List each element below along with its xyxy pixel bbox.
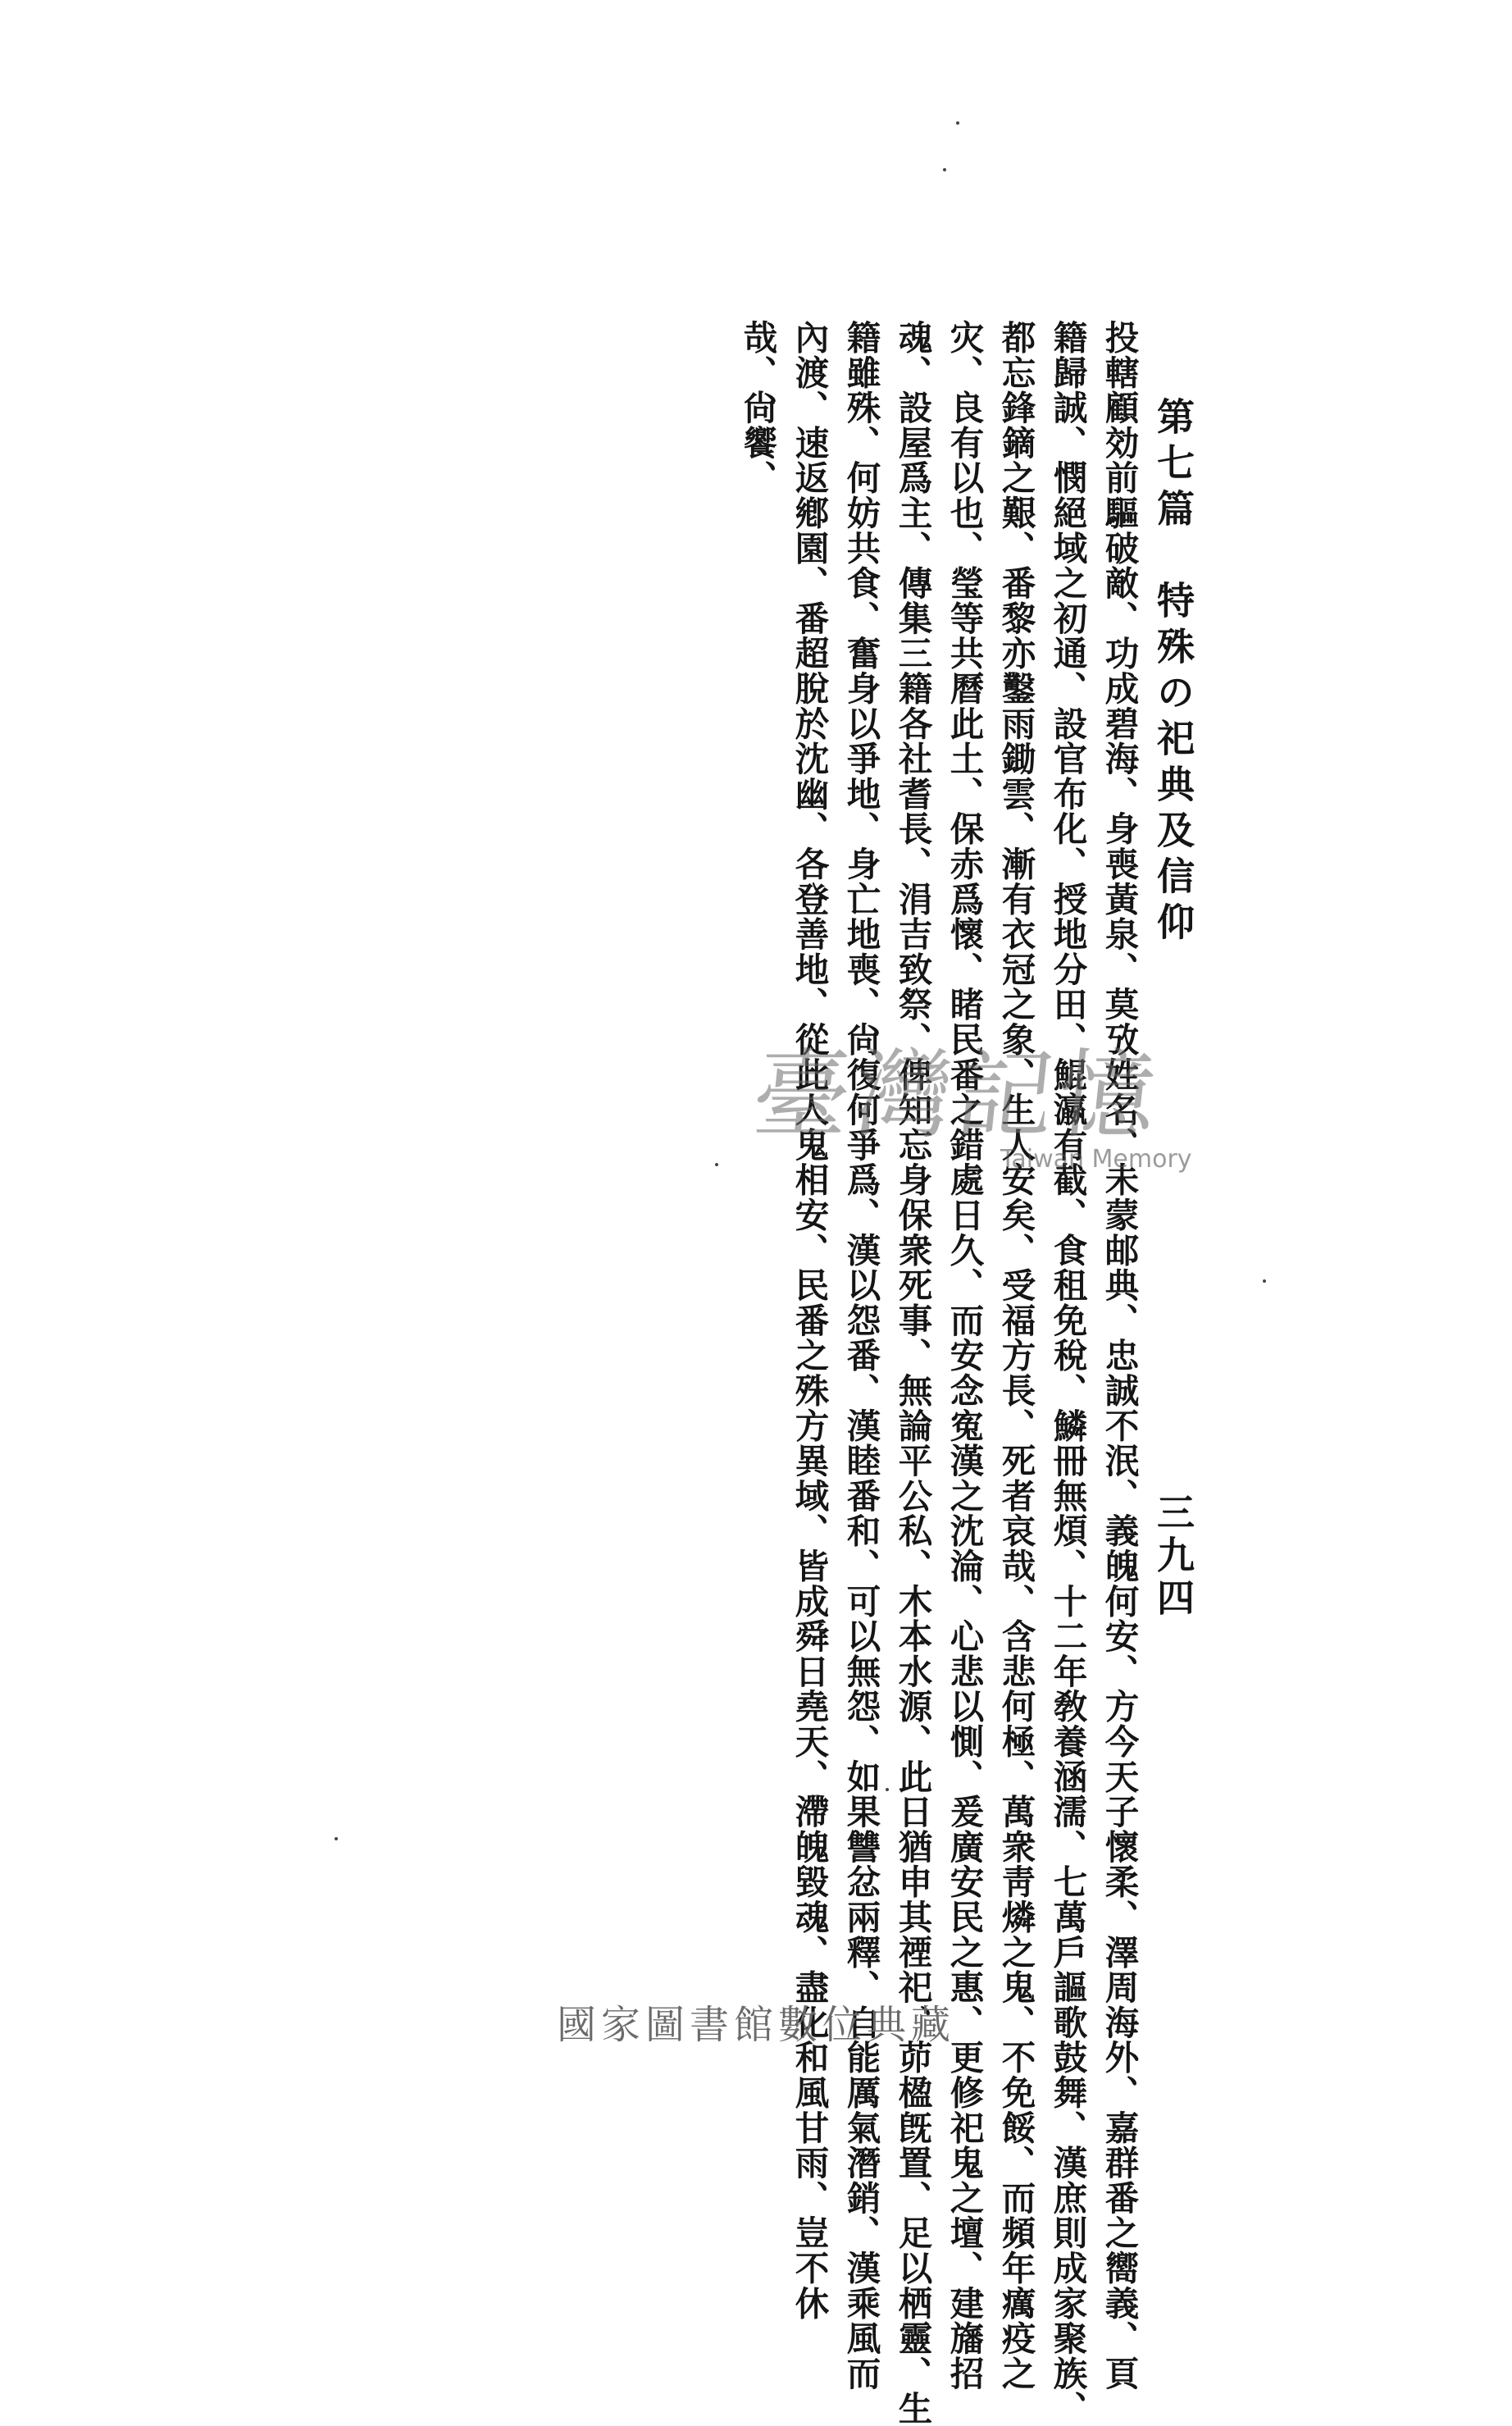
text-column-7: 內渡、速返鄕園、番超脫於沈幽、各登善地、從此人鬼相安、民番之殊方異域、皆成舜日堯天、滯魄毀魂、盡化和風甘雨、豈不休 [789,320,830,2321]
scan-speck [1263,1279,1266,1283]
page-number: 三九四 [1151,1493,1195,1621]
text-column-8: 哉、尙饗、 [737,320,778,495]
scan-speck [943,168,946,171]
chapter-heading: 第七篇 特殊の祀典及信仰 [1151,397,1195,948]
scan-speck [715,1163,718,1166]
text-column-1: 投轄顧効前驅破敵、功成碧海、身喪黃泉、莫攷姓名、未蒙邮典、忠誠不泯、義魄何安、方今天子懷柔、澤周海外、嘉群番之嚮義、頁 [1099,320,1140,2392]
footer-credit: 國家圖書館數位典藏 [556,2002,955,2048]
watermark-subtitle: Taiwan Memory [1000,1145,1192,1174]
text-column-4: 灾、良有以也、瑩等共曆此土、保赤爲懷、睹民番之錯處日久、而安念寃漢之沈淪、心悲以惻、爰廣安民之惠、更修祀鬼之壇、建旛招 [944,320,985,2392]
text-column-5: 魂、設屋爲主、傳集三籍各社耆長、涓吉致祭、俾知忘身保衆死事、無論平公私、木本水源、此日猶申其禋祀、茆楹旣置、足以栖靈、生 [892,320,933,2426]
text-column-2: 籍歸誠、憫絕域之初通、設官布化、授地分田、鯤瀛有截、食租免稅、鱗冊無煩、十二年敎養涵濡、七萬戶謳歌鼓舞、漢庶則成家聚族、 [1047,320,1088,2426]
text-column-6: 籍雖殊、何妨共食、奮身以爭地、身亡地喪、尙復何爭爲、漢以怨番、漢睦番和、可以無怨、如果讐忿兩釋、自能厲氣潛銷、漢乘風而 [840,320,881,2392]
text-column-3: 都忘鋒鏑之艱、番黎亦鑿雨鋤雲、漸有衣冠之象、生人安矣、受福方長、死者哀哉、含悲何極、萬衆靑燐之鬼、不免餒、而頻年癘疫之 [995,320,1036,2392]
watermark-title: 臺灣記憶 [747,1038,1167,1151]
scan-speck [335,1837,338,1840]
scan-speck [956,121,959,125]
scan-speck [886,1788,889,1791]
